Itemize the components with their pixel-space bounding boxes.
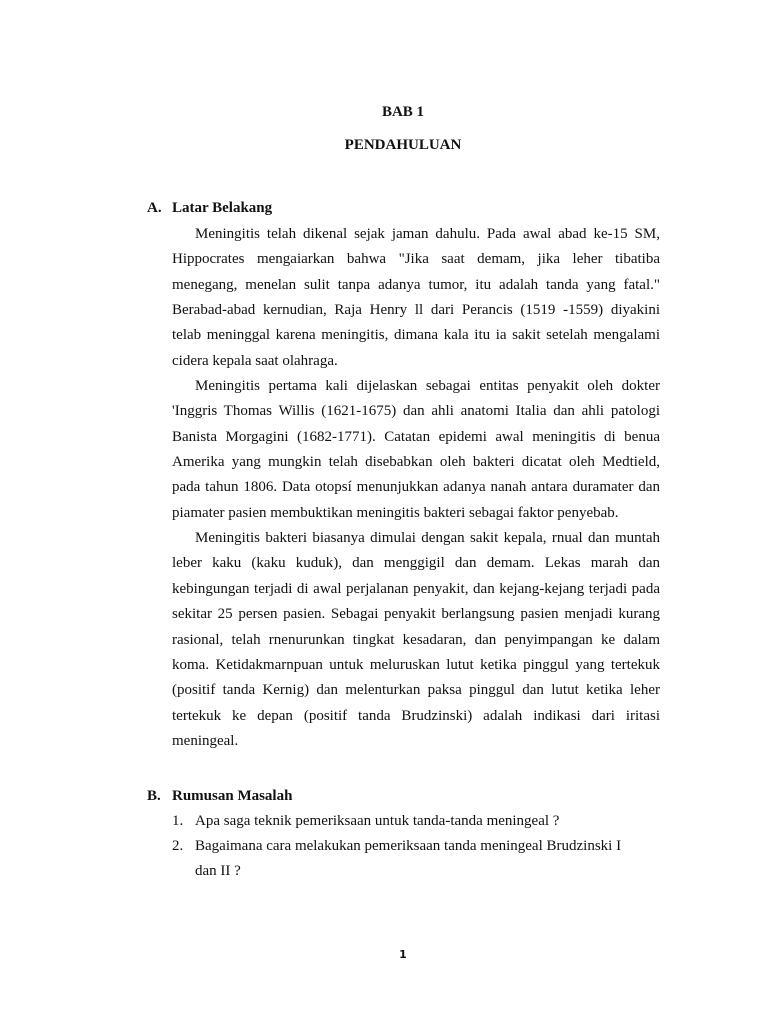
paragraph-line: Meningitis telah dikenal sejak jaman dahulu. Pada awal abad ke-15 SM,	[195, 226, 660, 242]
paragraph-line: tertekuk ke depan (positif tanda Brudzinski) adalah indikasi dari iritasi	[172, 707, 660, 724]
section-a-body	[172, 222, 660, 754]
section-a-title: Latar Belakang	[172, 200, 273, 216]
paragraph-line: meningeal.	[172, 732, 239, 749]
paragraph-line: Meningitis bakteri biasanya dimulai dengan sakit kepala, rnual dan muntah	[195, 530, 660, 547]
section-b-marker: B.	[147, 788, 161, 804]
list-item-text	[195, 809, 660, 834]
list-item-line: Apa saga teknik pemeriksaan untuk tanda-tanda meningeal ?	[195, 813, 560, 829]
list-item-line: Bagaimana cara melakukan pemeriksaan tanda meningeal Brudzinski I	[195, 838, 622, 854]
paragraph	[172, 222, 660, 374]
paragraph-line: Amerika yang mungkin telah disebabkan oleh bakteri dicatat oleh Medtield,	[172, 454, 660, 471]
paragraph-line: pada tahun 1806. Data otopsí menunjukkan adanya nanah antara duramater dan	[172, 479, 660, 496]
paragraph-line: koma. Ketidakmarnpuan untuk meluruskan lutut ketika pinggul yang tertekuk	[172, 656, 660, 673]
paragraph	[172, 526, 660, 754]
paragraph-line: telab meninggal karena meningitis, dimana kala itu ia sakit setelah mengalami	[172, 327, 660, 344]
list-item	[172, 834, 660, 884]
paragraph-line: Banista Morgagini (1682-1771). Catatan epidemi awal meningitis di benua	[172, 428, 660, 445]
paragraph-line: cidera kepala saat olahraga.	[172, 352, 338, 369]
chapter-title: PENDAHULUAN	[344, 137, 462, 153]
paragraph-line: rasional, telah rnenurunkan tingkat kesadaran, dan penyimpangan ke dalam	[172, 631, 660, 648]
paragraph-line: Hippocrates mengaiarkan bahwa "Jika saat demam, jika leher tibatiba	[172, 251, 660, 268]
section-b-title: Rumusan Masalah	[172, 788, 293, 804]
section-b-heading	[147, 784, 292, 809]
list-item-text	[195, 834, 660, 884]
list-item-line: dan II ?	[195, 863, 241, 879]
problem-list	[172, 809, 660, 884]
paragraph-line: menegang, menelan sulit tanpa adanya tumor, itu adalah tanda yang fatal."	[172, 276, 660, 293]
paragraph-line: (positif tanda Kernig) dan melenturkan paksa pinggul dan lutut ketika leher	[172, 682, 660, 699]
paragraph-line: leber kaku (kaku kuduk), dan menggigil dan demam. Lekas marah dan	[172, 555, 660, 572]
list-item-number: 1.	[172, 813, 184, 829]
list-item	[172, 809, 660, 834]
section-a-marker: A.	[147, 200, 162, 216]
paragraph-line: kebingungan terjadi di awal perjalanan penyakit, dan kejang-kejang terjadi pada	[172, 580, 660, 597]
paragraph-line: piamater pasien membuktikan meningitis bakteri sebagai faktor penyebab.	[172, 504, 619, 521]
paragraph-line: sekitar 25 persen pasien. Sebagai penyakit berlangsung pasien menjadi kurang	[172, 606, 660, 623]
paragraph-line: Berabad-abad kernudian, Raja Henry ll dari Perancis (1519 -1559) diyakini	[172, 302, 660, 319]
chapter-label: BAB 1	[381, 104, 425, 120]
paragraph	[172, 374, 660, 526]
section-a-heading	[147, 196, 272, 221]
list-item-number: 2.	[172, 838, 184, 854]
paragraph-line: Meningitis pertama kali dijelaskan sebagai entitas penyakit oleh dokter	[195, 378, 660, 395]
page-number: 1	[399, 948, 407, 961]
paragraph-line: 'Inggris Thomas Willis (1621-1675) dan ahli anatomi Italia dan ahli patologi	[172, 403, 660, 420]
